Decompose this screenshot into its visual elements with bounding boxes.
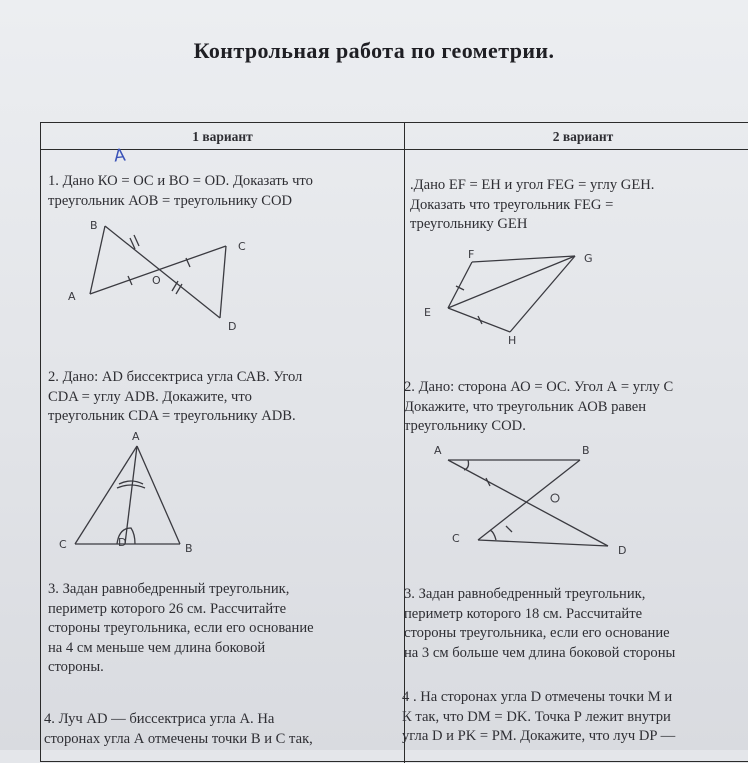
v2-task1-figure [420,250,620,350]
segment-AD [448,460,608,546]
label-D: D [618,544,627,557]
label-B: B [582,444,590,457]
segment-FG [472,256,575,262]
column-divider [404,123,405,763]
label-G: G [584,252,593,265]
angle-arc [117,485,145,488]
handwritten-correction: A [112,145,127,167]
header-divider [41,149,748,150]
segment-BD [105,226,220,318]
segment-BA [90,226,105,294]
variant2-header: 2 вариант [552,129,614,144]
angle-arc [490,530,496,540]
label-B: B [90,219,98,232]
angle-arc [119,481,143,484]
label-D: D [228,320,237,333]
v1-task2-figure [55,428,215,558]
v2-task4-text: 4 . На сторонах угла D отмечены точки М и К так, что DM = DK. Точка Р лежит внутри угла D и PK = PM. Докажите, что луч DP — [402,689,676,744]
bisector-AD [125,446,137,544]
label-A: A [68,290,76,303]
segment-EH [448,308,510,332]
v1-task1-text: 1. Дано КО = ОС и ВО = OD. Доказать что треугольник АОВ = треугольнику COD [48,173,313,209]
point-O [551,494,559,502]
v2-task3-text: 3. Задан равнобедренный треугольник, периметр которого 18 см. Рассчитайте стороны треугольника, если его основание на 3 см больше чем длина боковой стороны [404,586,676,661]
tick-mark [506,526,512,532]
v2-task1-text: .Дано EF = EH и угол FEG = углу GEH. Доказать что треугольник FEG = треугольнику GEH [410,177,655,232]
label-F: F [468,248,475,261]
page-title: Контрольная работа по геометрии. [193,38,555,63]
segment-AB [137,446,180,544]
label-E: E [424,306,431,319]
v2-task2-figure [430,444,630,559]
label-C: C [59,538,67,551]
label-H: H [508,334,517,347]
v2-task2-text: 2. Дано: сторона АО = ОС. Угол А = углу С Докажите, что треугольник АОВ равен треугольнику COD. [404,379,674,434]
segment-AC [75,446,137,544]
segment-EG [448,256,575,308]
segment-CD [220,246,226,318]
variant1-header: 1 вариант [192,129,253,144]
label-D: D [118,536,127,549]
label-O: O [152,274,161,287]
v1-task1-figure [60,218,260,338]
label-B: B [185,542,193,555]
label-A: A [132,430,140,443]
segment-HG [510,256,575,332]
v1-task2-text: 2. Дано: AD биссектриса угла САВ. Угол CDA = углу ADB. Докажите, что треугольник CDA = треугольнику ADB. [48,369,303,424]
label-C: C [238,240,246,253]
tick-mark [134,235,139,246]
segment-FE [448,262,472,308]
segment-CD [478,540,608,546]
label-C: C [452,532,460,545]
v1-task3-text: 3. Задан равнобедренный треугольник, периметр которого 26 см. Рассчитайте стороны треугольника, если его основание на 4 см меньше чем длина боковой стороны. [48,581,314,675]
label-A: A [434,444,442,457]
segment-BC [478,460,580,540]
v1-task4-text: 4. Луч AD — биссектриса угла А. На сторонах угла А отмечены точки В и С так, [44,711,313,747]
